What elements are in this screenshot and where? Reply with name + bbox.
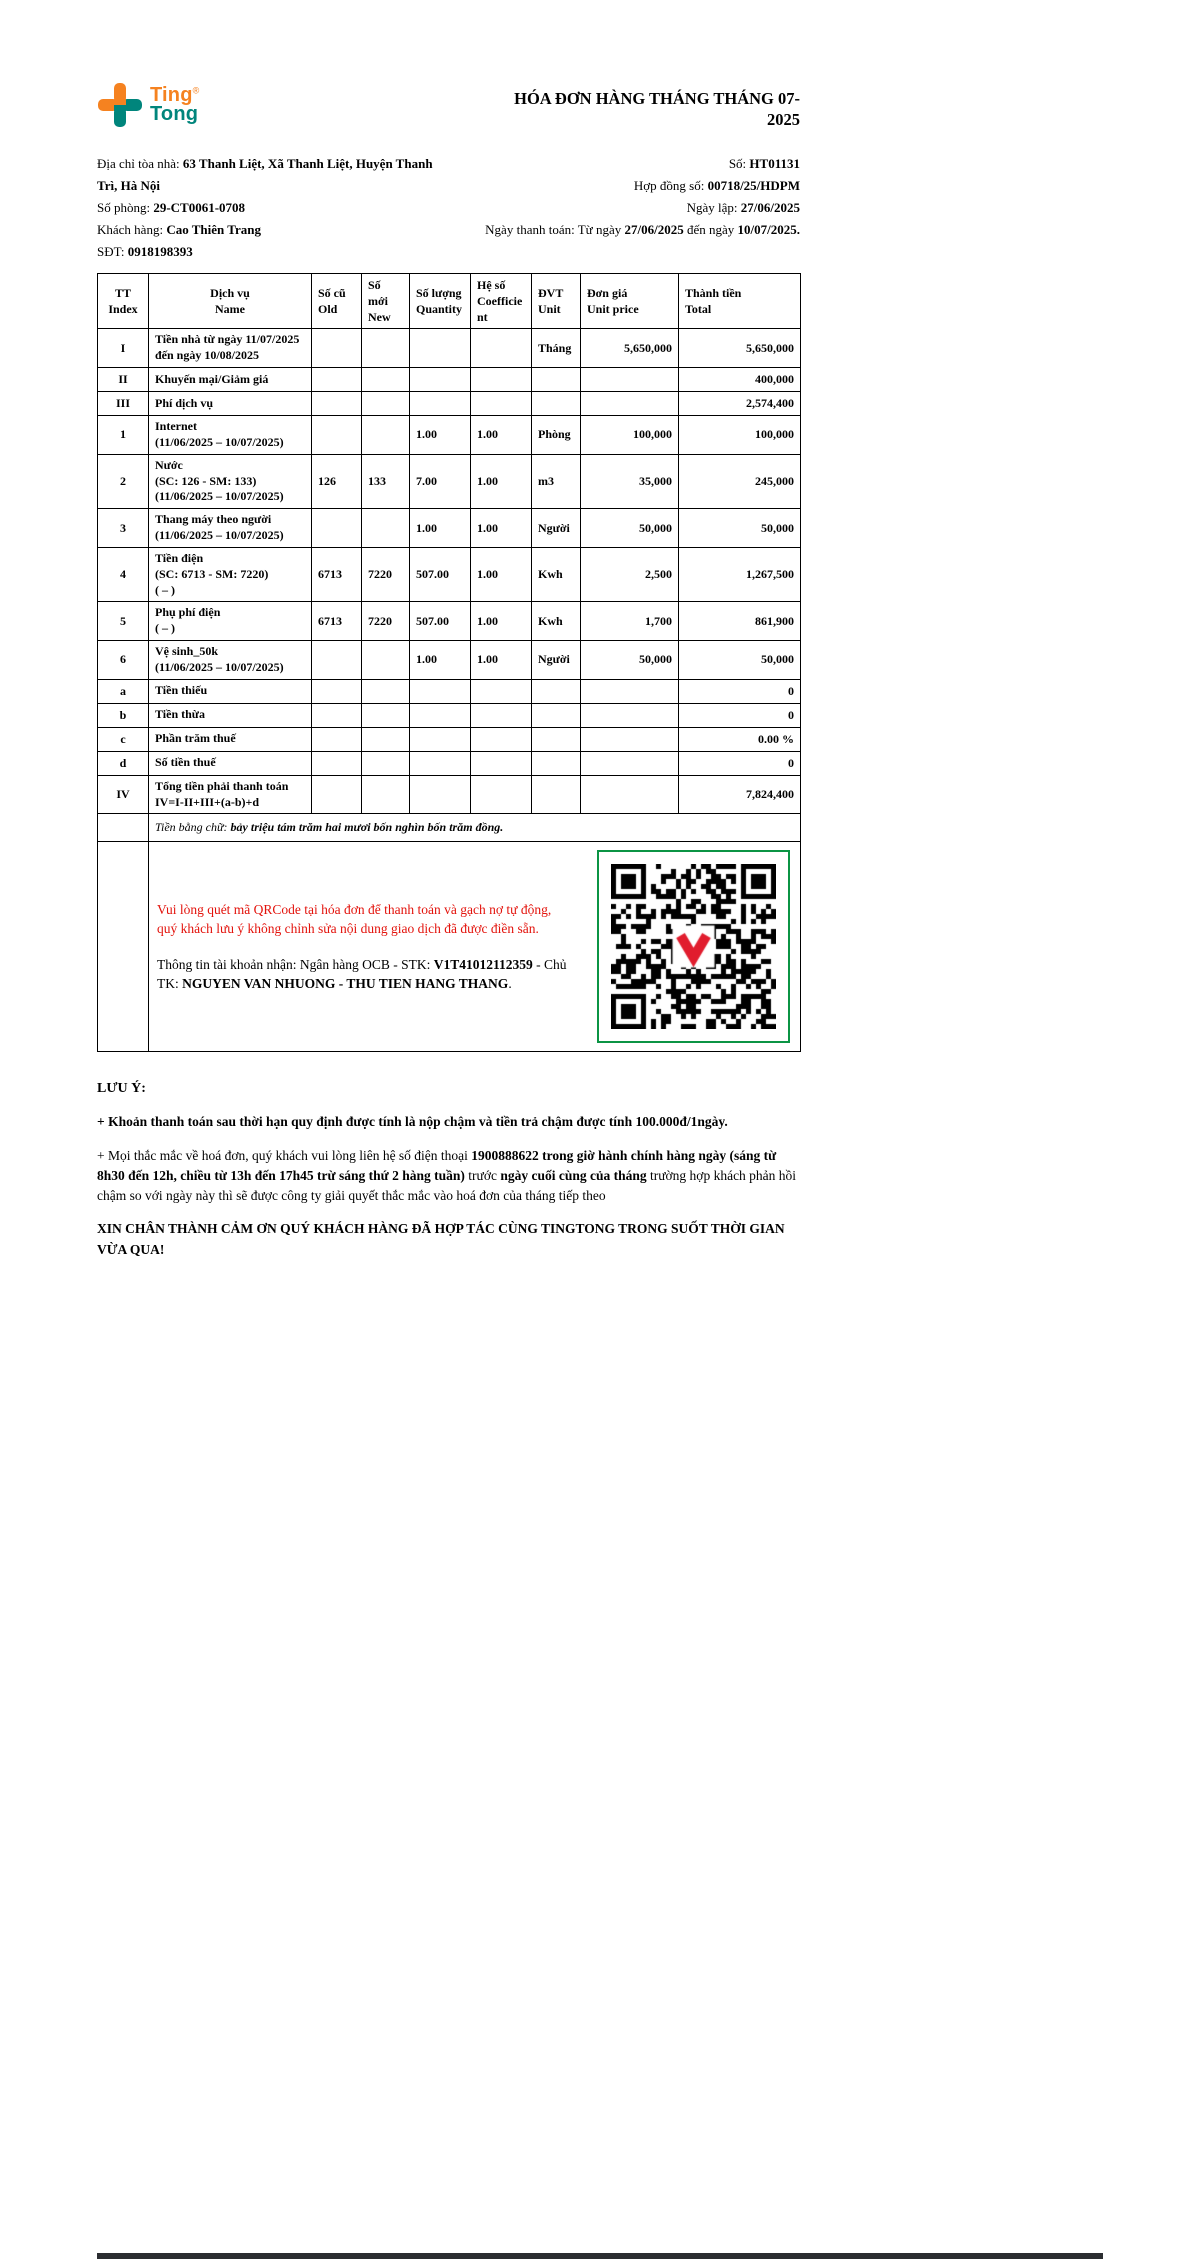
cell-name: Khuyến mại/Giảm giá [149, 368, 312, 392]
cell-unit: Kwh [532, 602, 581, 641]
cell-quantity: 1.00 [410, 641, 471, 680]
table-row-grand-total [98, 775, 801, 814]
cell-quantity [410, 751, 471, 775]
cell-new [362, 775, 410, 814]
cell-unit [532, 392, 581, 416]
tingtong-logo [97, 82, 200, 128]
table-row [98, 509, 801, 548]
cell-total: 50,000 [679, 509, 801, 548]
qr-instruction-text: Vui lòng quét mã QRCode tại hóa đơn để thanh toán và gạch nợ tự động, quý khách lưu ý không chỉnh sửa nội dung giao dịch đã được điền sẵn. [157, 901, 552, 937]
cell-quantity [410, 392, 471, 416]
cell-index: 4 [98, 547, 149, 601]
notes-heading: LƯU Ý: [97, 1081, 146, 1097]
cell-old [312, 368, 362, 392]
cell-index: b [98, 703, 149, 727]
cell-new [362, 679, 410, 703]
address-label: Địa chỉ tòa nhà: [97, 155, 180, 171]
cell-coefficient [471, 727, 532, 751]
cell-new [362, 329, 410, 368]
cell-old [312, 751, 362, 775]
cell-index: III [98, 392, 149, 416]
invoice-title: HÓA ĐƠN HÀNG THÁNG THÁNG 07-2025 [514, 89, 800, 130]
cell-quantity: 1.00 [410, 509, 471, 548]
bank-prefix: Thông tin tài khoản nhận: Ngân hàng OCB - STK: [157, 956, 431, 972]
cell-old [312, 509, 362, 548]
cell-unit [532, 775, 581, 814]
cell-unit: Phòng [532, 416, 581, 455]
logo-word-tong: Tong [150, 103, 199, 125]
bank-account-holder: NGUYEN VAN NHUONG - THU TIEN HANG THANG [182, 976, 509, 992]
room-value: 29-CT0061-0708 [153, 199, 246, 215]
cell-total: 2,574,400 [679, 392, 801, 416]
cell-name: Internet (11/06/2025 – 10/07/2025) [149, 416, 312, 455]
cell-name: Tiền nhà từ ngày 11/07/2025 đến ngày 10/08/2025 [149, 329, 312, 368]
table-header-row [98, 273, 801, 329]
cell-coefficient [471, 392, 532, 416]
table-row [98, 454, 801, 508]
col-header-total: Thành tiền Total [679, 273, 801, 329]
phone-value: 0918198393 [127, 243, 193, 259]
cell-coefficient: 1.00 [471, 547, 532, 601]
cell-coefficient [471, 679, 532, 703]
cell-name: Phần trăm thuế [149, 727, 312, 751]
invoice-number-line [460, 153, 800, 175]
cell-old [312, 775, 362, 814]
cell-index: I [98, 329, 149, 368]
cell-index: 5 [98, 602, 149, 641]
cell-unit-price [581, 703, 679, 727]
cell-new [362, 641, 410, 680]
payment-to-date: 10/07/2025. [737, 221, 800, 237]
cell-unit-price: 5,650,000 [581, 329, 679, 368]
cell-unit-price [581, 751, 679, 775]
cell-quantity [410, 775, 471, 814]
cell-index: 2 [98, 454, 149, 508]
next-page-edge [97, 2253, 1103, 2259]
cell-total: 5,650,000 [679, 329, 801, 368]
cell-quantity [410, 703, 471, 727]
tingtong-logo-text [150, 86, 200, 124]
building-address-line [97, 153, 449, 197]
issue-date-value: 27/06/2025 [740, 199, 800, 215]
cell-quantity: 7.00 [410, 454, 471, 508]
info-left-column [97, 153, 449, 263]
cell-name: Vệ sinh_50k (11/06/2025 – 10/07/2025) [149, 641, 312, 680]
table-row [98, 751, 801, 775]
tingtong-logo-icon [97, 82, 143, 128]
phone-line [97, 241, 449, 263]
customer-value: Cao Thiên Trang [166, 221, 261, 237]
col-header-quantity: Số lượng Quantity [410, 273, 471, 329]
note-hotline-intro: + Mọi thắc mắc về hoá đơn, quý khách vui lòng liên hệ số điện thoại [97, 1147, 468, 1163]
cell-unit-price [581, 368, 679, 392]
cell-index: 6 [98, 641, 149, 680]
cell-unit-price [581, 679, 679, 703]
cell-name: Phụ phí điện ( – ) [149, 602, 312, 641]
bank-account-number: V1T41012112359 [433, 956, 533, 972]
registered-mark: ® [192, 85, 200, 96]
cell-name: Tiền thiếu [149, 679, 312, 703]
cell-coefficient [471, 751, 532, 775]
cell-old [312, 329, 362, 368]
room-line [97, 197, 449, 219]
cell-new [362, 509, 410, 548]
cell-total: 861,900 [679, 602, 801, 641]
note-hotline [97, 1146, 800, 1207]
qr-code [611, 864, 776, 1029]
table-row [98, 602, 801, 641]
cell-unit: Kwh [532, 547, 581, 601]
amount-in-words-value: bảy triệu tám trăm hai mươi bốn nghìn bốn trăm đồng. [230, 820, 504, 835]
cell-total: 100,000 [679, 416, 801, 455]
cell-old: 6713 [312, 547, 362, 601]
cell-unit [532, 703, 581, 727]
cell-index: 1 [98, 416, 149, 455]
cell-unit-price: 50,000 [581, 509, 679, 548]
cell-coefficient [471, 329, 532, 368]
table-row [98, 727, 801, 751]
amount-in-words-row [98, 814, 801, 842]
invoice-info [97, 153, 800, 263]
cell-old: 126 [312, 454, 362, 508]
table-row [98, 703, 801, 727]
cell-index: d [98, 751, 149, 775]
cell-coefficient: 1.00 [471, 509, 532, 548]
cell-coefficient [471, 775, 532, 814]
info-right-column [460, 153, 800, 263]
cell-unit-price [581, 727, 679, 751]
note-hotline-rest: trường hợp khách phản hồi chậm so với ngày này thì sẽ được công ty giải quyết thắc mắc vào hoá đơn của tháng tiếp theo [97, 1167, 797, 1204]
invoice-table [97, 273, 801, 1052]
cell-quantity [410, 679, 471, 703]
cell-empty [98, 842, 149, 1052]
cell-name: Nước (SC: 126 - SM: 133) (11/06/2025 – 10/07/2025) [149, 454, 312, 508]
payment-label: Ngày thanh toán: Từ ngày [485, 221, 622, 237]
cell-unit [532, 679, 581, 703]
cell-old [312, 416, 362, 455]
table-row [98, 368, 801, 392]
cell-new: 7220 [362, 602, 410, 641]
notes-section [97, 1078, 800, 1260]
cell-unit-price: 100,000 [581, 416, 679, 455]
cell-unit [532, 368, 581, 392]
cell-unit: m3 [532, 454, 581, 508]
cell-new [362, 727, 410, 751]
cell-name: Thang máy theo người (11/06/2025 – 10/07/2025) [149, 509, 312, 548]
cell-unit-price: 1,700 [581, 602, 679, 641]
address-value: 63 Thanh Liệt, Xã Thanh Liệt, Huyện Thanh Trì, Hà Nội [97, 155, 433, 193]
contract-value: 00718/25/HDPM [707, 177, 800, 193]
cell-quantity: 507.00 [410, 547, 471, 601]
cell-coefficient: 1.00 [471, 602, 532, 641]
table-row [98, 641, 801, 680]
note-thank-you: XIN CHÂN THÀNH CẢM ƠN QUÝ KHÁCH HÀNG ĐÃ HỢP TÁC CÙNG TINGTONG TRONG SUỐT THỜI GIAN VỪA QUA! [97, 1221, 785, 1257]
note-hotline-before: trước [468, 1167, 497, 1183]
cell-new: 7220 [362, 547, 410, 601]
table-row [98, 392, 801, 416]
cell-unit: Người [532, 641, 581, 680]
bank-suffix: . [508, 976, 512, 992]
col-header-index: TT Index [98, 273, 149, 329]
invoice-number-value: HT01131 [749, 155, 800, 171]
cell-index: 3 [98, 509, 149, 548]
room-label: Số phòng: [97, 199, 151, 215]
cell-total: 400,000 [679, 368, 801, 392]
cell-total: 0 [679, 703, 801, 727]
cell-name: Phí dịch vụ [149, 392, 312, 416]
cell-unit: Tháng [532, 329, 581, 368]
cell-new [362, 392, 410, 416]
cell-old [312, 727, 362, 751]
cell-coefficient [471, 703, 532, 727]
cell-index: a [98, 679, 149, 703]
amount-in-words-label: Tiền bằng chữ: [155, 820, 228, 835]
cell-unit: Người [532, 509, 581, 548]
cell-old: 6713 [312, 602, 362, 641]
contract-line [460, 175, 800, 197]
cell-total: 7,824,400 [679, 775, 801, 814]
cell-total: 0 [679, 751, 801, 775]
cell-new [362, 751, 410, 775]
cell-new [362, 416, 410, 455]
col-header-unit: ĐVT Unit [532, 273, 581, 329]
cell-quantity: 507.00 [410, 602, 471, 641]
qr-row [98, 842, 801, 1052]
cell-name: Tiền thừa [149, 703, 312, 727]
cell-coefficient: 1.00 [471, 416, 532, 455]
cell-unit [532, 751, 581, 775]
table-row [98, 416, 801, 455]
cell-total: 245,000 [679, 454, 801, 508]
cell-name: Số tiền thuế [149, 751, 312, 775]
cell-index: c [98, 727, 149, 751]
payment-instructions [155, 900, 573, 994]
qr-code-frame [597, 850, 790, 1043]
cell-unit-price: 2,500 [581, 547, 679, 601]
bank-mid: - Chủ TK: [157, 956, 567, 992]
note-hotline-deadline: ngày cuối cùng của tháng [500, 1167, 647, 1183]
col-header-name: Dịch vụ Name [149, 273, 312, 329]
col-header-coefficient: Hệ số Coefficient [471, 273, 532, 329]
note-hotline-number-hours: 1900888622 trong giờ hành chính hàng ngày (sáng từ 8h30 đến 12h, chiều từ 13h đến 17h45 trừ sáng thứ 2 hàng tuần) [97, 1147, 777, 1183]
cell-old [312, 703, 362, 727]
cell-total: 50,000 [679, 641, 801, 680]
note-late-payment: + Khoản thanh toán sau thời hạn quy định được tính là nộp chậm và tiền trả chậm được tính 100.000đ/1ngày. [97, 1114, 728, 1130]
cell-coefficient [471, 368, 532, 392]
bank-info [157, 955, 573, 994]
cell-quantity [410, 368, 471, 392]
payment-period-line [460, 219, 800, 241]
cell-index: IV [98, 775, 149, 814]
customer-line [97, 219, 449, 241]
invoice-number-label: Số: [728, 155, 747, 171]
cell-old [312, 679, 362, 703]
cell-empty [98, 814, 149, 842]
payment-mid: đến ngày [686, 221, 735, 237]
phone-label: SĐT: [97, 243, 125, 259]
cell-quantity [410, 727, 471, 751]
cell-total: 0.00 % [679, 727, 801, 751]
col-header-old: Số cũ Old [312, 273, 362, 329]
cell-name: Tổng tiền phải thanh toán IV=I-II+III+(a-b)+d [149, 775, 312, 814]
cell-index: II [98, 368, 149, 392]
logo-word-ting: Ting [150, 84, 193, 106]
customer-label: Khách hàng: [97, 221, 164, 237]
table-row [98, 547, 801, 601]
cell-new [362, 368, 410, 392]
cell-unit-price: 35,000 [581, 454, 679, 508]
cell-unit-price: 50,000 [581, 641, 679, 680]
qr-section [149, 842, 801, 1052]
cell-coefficient: 1.00 [471, 641, 532, 680]
cell-unit-price [581, 775, 679, 814]
cell-total: 0 [679, 679, 801, 703]
cell-new [362, 703, 410, 727]
cell-quantity [410, 329, 471, 368]
cell-old [312, 392, 362, 416]
col-header-unit-price: Đơn giá Unit price [581, 273, 679, 329]
issue-date-line [460, 197, 800, 219]
cell-unit [532, 727, 581, 751]
table-row [98, 679, 801, 703]
issue-date-label: Ngày lập: [686, 199, 738, 215]
cell-old [312, 641, 362, 680]
cell-new: 133 [362, 454, 410, 508]
cell-quantity: 1.00 [410, 416, 471, 455]
header [97, 82, 800, 131]
table-row [98, 329, 801, 368]
cell-unit-price [581, 392, 679, 416]
amount-in-words [149, 814, 801, 842]
payment-from-date: 27/06/2025 [624, 221, 684, 237]
contract-label: Hợp đồng số: [633, 177, 705, 193]
cell-coefficient: 1.00 [471, 454, 532, 508]
cell-total: 1,267,500 [679, 547, 801, 601]
col-header-new: Số mới New [362, 273, 410, 329]
cell-name: Tiền điện (SC: 6713 - SM: 7220) ( – ) [149, 547, 312, 601]
